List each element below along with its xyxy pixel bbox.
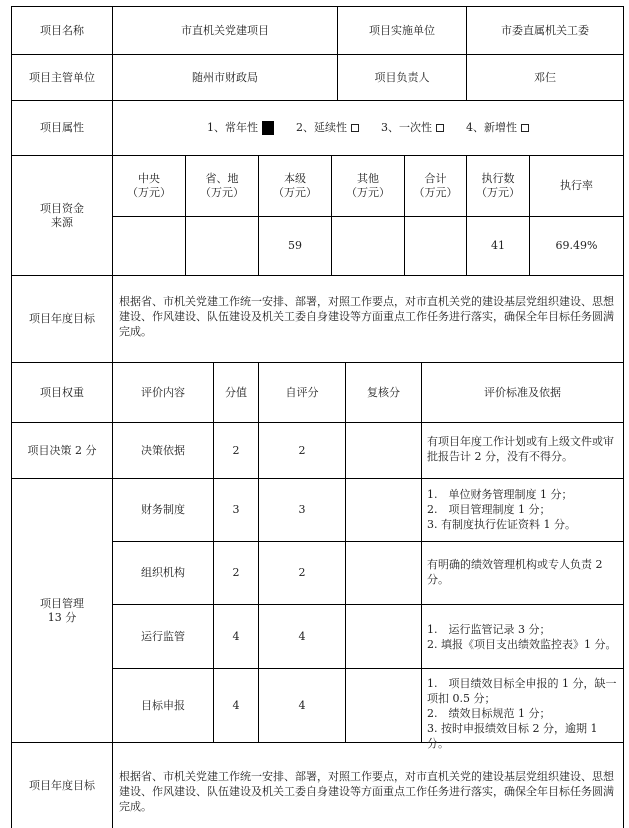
table-rule — [623, 6, 624, 828]
decision-review — [346, 423, 421, 478]
annual-goal-text: 根据省、市机关党建工作统一安排、部署，对照工作要点，对市直机关党的建设基层党组织建设、思想建设、作风建设、队伍建设及机关工委自身建设等方面重点工作任务进行落实，确保全年目标任务圆满完成。 — [119, 295, 614, 338]
attr-options — [113, 101, 623, 155]
management-self: 2 — [298, 566, 306, 579]
decision-score: 2 — [232, 443, 240, 457]
funding-value — [332, 217, 404, 275]
impl-unit-value: 市委直属机关工委 — [501, 23, 589, 37]
funding-value — [113, 217, 185, 275]
attr-label: 项目属性 — [40, 121, 84, 134]
eval-header-content: 评价内容 — [141, 385, 185, 399]
funding-col-header: 执行率 — [560, 179, 593, 192]
management-content: 目标申报 — [141, 698, 185, 712]
management-review — [346, 542, 421, 604]
annual-goal-2-text: 根据省、市机关党建工作统一安排、部署，对照工作要点，对市直机关党的建设基层党组织建设、思想建设、作风建设、队伍建设及机关工委自身建设等方面重点工作任务进行落实，确保全年目标任务圆满完成。 — [119, 770, 614, 813]
attr-option: 3、一次性 — [381, 121, 444, 135]
funding-value: 41 — [491, 239, 505, 252]
management-criteria: 1. 项目绩效目标全申报的 1 分，缺一项扣 0.5 分； 2. 绩效目标规范 1 分； 3. 按时申报绩效目标 2 分，逾期 1 分。 — [427, 677, 617, 750]
annual-goal-2-label: 项目年度目标 — [29, 778, 95, 792]
attr-option: 4、新增性 — [466, 121, 529, 135]
management-review — [346, 669, 421, 742]
management-content: 财务制度 — [141, 503, 185, 516]
supervisor-label: 项目主管单位 — [29, 70, 95, 84]
funding-value: 59 — [288, 239, 302, 252]
management-label: 项目管理 13 分 — [40, 596, 84, 624]
management-criteria: 1. 单位财务管理制度 1 分； 2. 项目管理制度 1 分； 3. 有制度执行佐证资料 1 分。 — [427, 488, 576, 531]
project-name-value: 市直机关党建项目 — [181, 23, 269, 37]
decision-self: 2 — [298, 443, 306, 457]
attr-option: 1、常年性 — [207, 121, 274, 135]
leader-label: 项目负责人 — [374, 70, 430, 84]
annual-goal-label: 项目年度目标 — [29, 312, 95, 325]
eval-header-score: 分值 — [225, 385, 247, 399]
decision-label: 项目决策 2 分 — [27, 443, 97, 457]
attr-option: 2、延续性 — [296, 121, 359, 135]
funding-col-header: 中央 （万元） — [127, 172, 171, 199]
eval-header-weight: 项目权重 — [40, 385, 84, 399]
management-self: 4 — [298, 698, 306, 712]
management-score: 4 — [232, 698, 240, 712]
funding-label: 项目资金 来源 — [40, 201, 84, 229]
funding-col-header: 执行数 （万元） — [476, 172, 520, 199]
project-name-label: 项目名称 — [40, 23, 84, 37]
decision-content: 决策依据 — [141, 443, 185, 457]
decision-criteria: 有项目年度工作计划或有上级文件或审批报告计 2 分，没有不得分。 — [427, 435, 614, 463]
management-self: 3 — [298, 503, 306, 516]
funding-value — [186, 217, 258, 275]
funding-col-header: 本级 （万元） — [273, 172, 317, 199]
management-review — [346, 479, 421, 541]
funding-value — [405, 217, 466, 275]
leader-value: 邓仨 — [534, 70, 556, 84]
checkbox-empty-icon — [521, 124, 529, 132]
funding-value: 69.49% — [555, 239, 598, 252]
eval-header-criteria: 评价标准及依据 — [484, 385, 561, 399]
eval-header-review: 复核分 — [367, 385, 400, 399]
checkbox-checked-icon — [262, 121, 274, 135]
management-self: 4 — [298, 629, 306, 643]
management-content: 组织机构 — [141, 566, 185, 579]
management-review — [346, 605, 421, 668]
checkbox-empty-icon — [351, 124, 359, 132]
funding-col-header: 省、地 （万元） — [200, 172, 244, 199]
management-criteria: 1. 运行监管记录 3 分； 2. 填报《项目支出绩效监控表》1 分。 — [427, 623, 617, 651]
funding-col-header: 合计 （万元） — [413, 172, 458, 199]
impl-unit-label: 项目实施单位 — [369, 23, 435, 37]
management-content: 运行监管 — [141, 629, 185, 643]
checkbox-empty-icon — [436, 124, 444, 132]
management-score: 3 — [232, 503, 240, 516]
funding-col-header: 其他 （万元） — [346, 172, 390, 199]
management-criteria: 有明确的绩效管理机构或专人负责 2 分。 — [427, 558, 603, 586]
eval-header-self: 自评分 — [285, 385, 319, 399]
management-score: 4 — [232, 629, 240, 643]
supervisor-value: 随州市财政局 — [192, 70, 258, 84]
management-score: 2 — [232, 566, 240, 579]
